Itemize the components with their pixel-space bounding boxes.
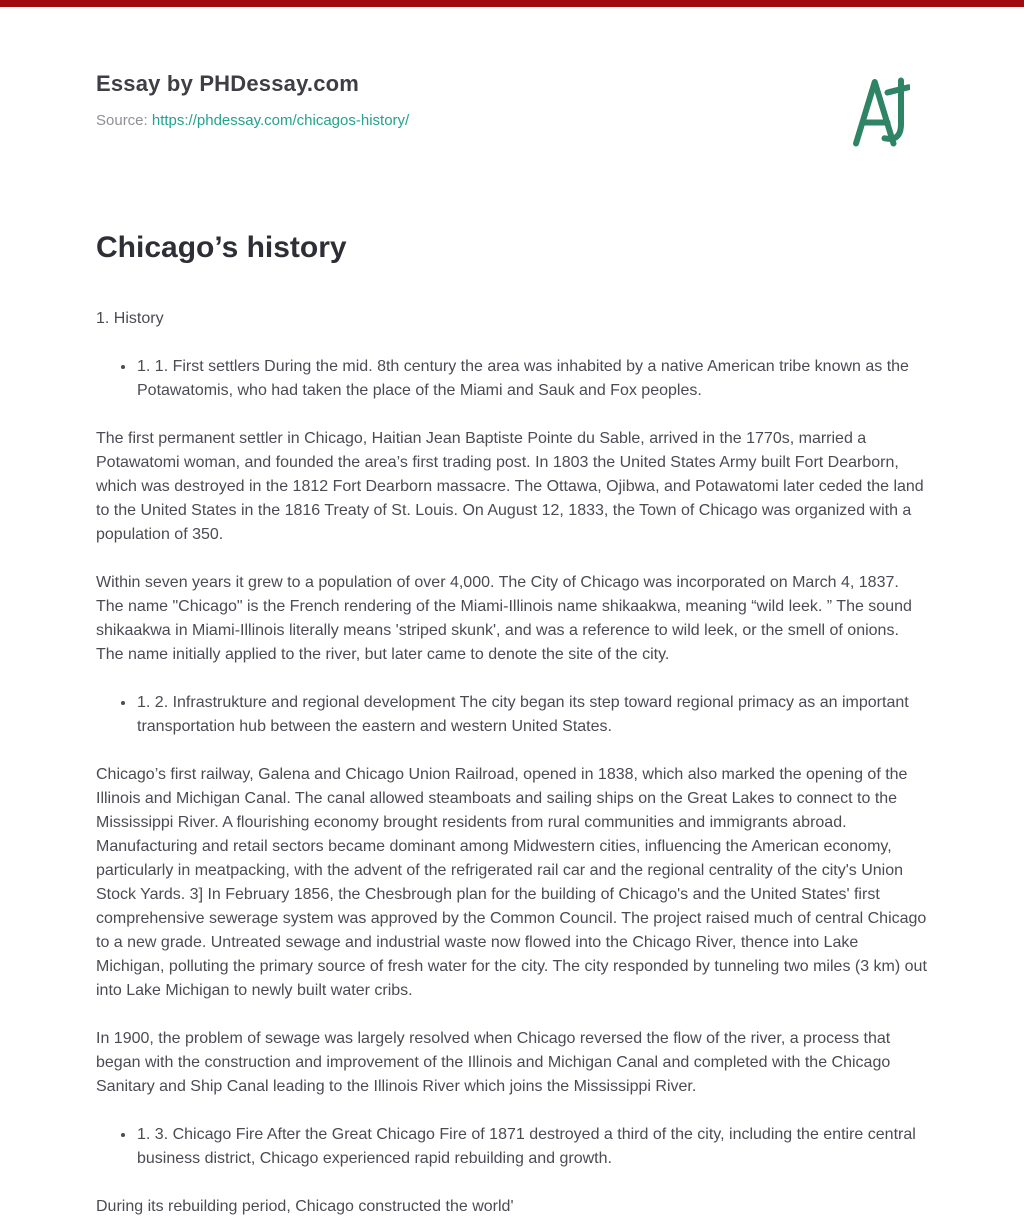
phdessay-logo-icon [850,73,910,151]
paragraph: Chicago’s first railway, Galena and Chicago Union Railroad, opened in 1838, which also marked the opening of the Illinois and Michigan Canal. The canal allowed steamboats and sailing ships on the Great Lakes to connect to the Mississippi River. A flourishing economy brought residents from rural communities and immigrants abroad. Manufacturing and retail sectors became dominant among Midwestern cities, influencing the American economy, particularly in meatpacking, with the advent of the refrigerated rail car and the regional centrality of the city's Union Stock Yards. 3] In February 1856, the Chesbrough plan for the building of Chicago's and the United States' first comprehensive sewerage system was approved by the Common Council. The project raised much of central Chicago to a new grade. Untreated sewage and industrial waste now flowed into the Chicago River, thence into Lake Michigan, polluting the primary source of fresh water for the city. The city responded by tunneling two miles (3 km) out into Lake Michigan to newly built water cribs. [96,766,927,999]
section-heading: 1. History [96,310,164,327]
bullet-list [96,691,928,739]
essay-page [96,7,928,1219]
bullet-item: 1. 1. First settlers During the mid. 8th century the area was inhabited by a native American tribe known as the Potawatomis, who had taken the place of the Miami and Sauk and Fox peoples. [137,355,928,403]
site-heading: Essay by PHDessay.com [96,71,360,96]
bullet-list [96,355,928,403]
source-label: Source: [96,112,148,129]
paragraph-truncated: During its rebuilding period, Chicago constructed the world' [96,1198,514,1215]
essay-title: Chicago’s history [96,231,347,264]
essay-content [96,307,928,1219]
top-accent-bar [0,0,1024,7]
page-header [96,71,928,151]
header-text [96,71,409,129]
paragraph: The first permanent settler in Chicago, Haitian Jean Baptiste Pointe du Sable, arrived in the 1770s, married a Potawatomi woman, and founded the area’s first trading post. In 1803 the United States Army built Fort Dearborn, which was destroyed in the 1812 Fort Dearborn massacre. The Ottawa, Ojibwa, and Potawatomi later ceded the land to the United States in the 1816 Treaty of St. Louis. On August 12, 1833, the Town of Chicago was organized with a population of 350. [96,430,924,543]
bullet-item: 1. 2. Infrastrukture and regional development The city began its step toward regional primacy as an important transportation hub between the eastern and western United States. [137,691,928,739]
source-line [96,112,409,129]
paragraph: Within seven years it grew to a population of over 4,000. The City of Chicago was incorporated on March 4, 1837. The name "Chicago" is the French rendering of the Miami-Illinois name shikaakwa, meaning “wild leek. ” The sound shikaakwa in Miami-Illinois literally means 'striped skunk', and was a reference to wild leek, or the smell of onions. The name initially applied to the river, but later came to denote the site of the city. [96,574,912,663]
paragraph: In 1900, the problem of sewage was largely resolved when Chicago reversed the flow of the river, a process that began with the construction and improvement of the Illinois and Michigan Canal and completed with the Chicago Sanitary and Ship Canal leading to the Illinois River which joins the Mississippi River. [96,1030,891,1095]
bullet-item: 1. 3. Chicago Fire After the Great Chicago Fire of 1871 destroyed a third of the city, including the entire central business district, Chicago experienced rapid rebuilding and growth. [137,1123,928,1171]
source-link[interactable]: https://phdessay.com/chicagos-history/ [151,112,410,129]
bullet-list [96,1123,928,1171]
